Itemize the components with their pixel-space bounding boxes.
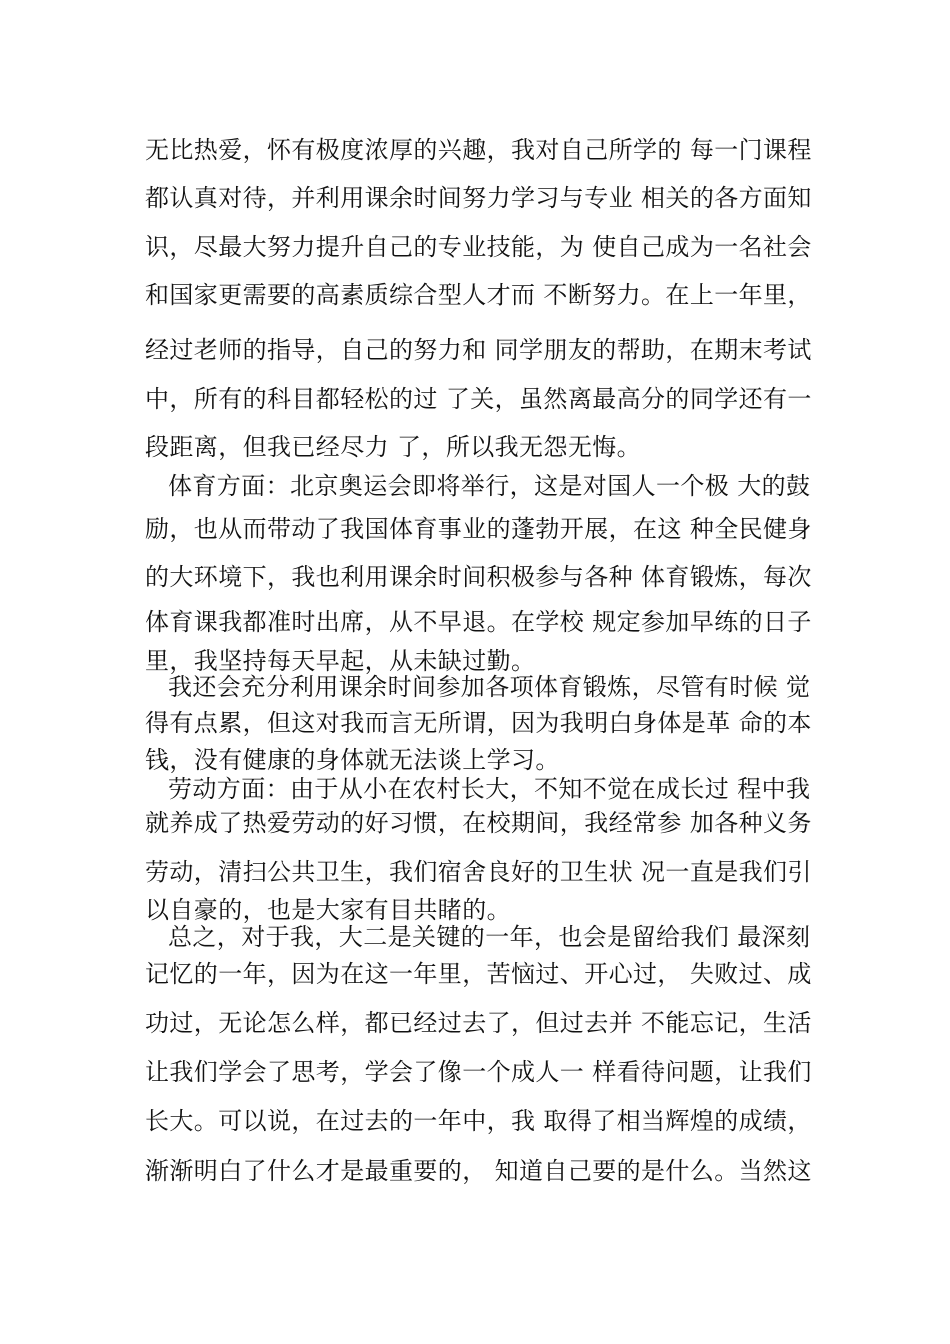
text-line: 记忆的一年，因为在这一年里，苦恼过、开心过， 失败过、成	[145, 960, 812, 988]
text-line: 功过，无论怎么样，都已经过去了，但过去并 不能忘记，生活	[145, 1009, 812, 1037]
text-line: 里，我坚持每天早起，从未缺过勤。	[145, 647, 536, 675]
paragraph-first-line: 我还会充分利用课余时间参加各项体育锻炼，尽管有时候 觉	[168, 673, 811, 701]
text-line: 经过老师的指导，自己的努力和 同学朋友的帮助，在期末考试	[145, 336, 812, 364]
text-line: 得有点累，但这对我而言无所谓，因为我明白身体是革 命的本	[145, 709, 812, 737]
paragraph-first-line: 劳动方面：由于从小在农村长大，不知不觉在成长过 程中我	[168, 775, 811, 803]
text-line: 劳动，清扫公共卫生，我们宿舍良好的卫生状 况一直是我们引	[145, 858, 812, 886]
text-line: 长大。可以说，在过去的一年中，我 取得了相当辉煌的成绩，	[145, 1107, 812, 1135]
text-line: 的大环境下，我也利用课余时间积极参与各种 体育锻炼，每次	[145, 563, 812, 591]
paragraph-first-line: 总之，对于我，大二是关键的一年，也会是留给我们 最深刻	[168, 923, 811, 951]
text-line: 让我们学会了思考，学会了像一个成人一 样看待问题，让我们	[145, 1058, 812, 1086]
text-line: 体育课我都准时出席，从不早退。在学校 规定参加早练的日子	[145, 608, 812, 636]
text-line: 就养成了热爱劳动的好习惯，在校期间，我经常参 加各种义务	[145, 809, 812, 837]
text-line: 无比热爱，怀有极度浓厚的兴趣，我对自己所学的 每一门课程	[145, 136, 812, 164]
text-line: 和国家更需要的高素质综合型人才而 不断努力。在上一年里，	[145, 281, 812, 309]
text-line: 都认真对待，并利用课余时间努力学习与专业 相关的各方面知	[145, 184, 812, 212]
text-line: 中，所有的科目都轻松的过 了关，虽然离最高分的同学还有一	[145, 385, 812, 413]
paragraph-first-line: 体育方面：北京奥运会即将举行，这是对国人一个极 大的鼓	[168, 472, 811, 500]
text-line: 段距离，但我已经尽力 了，所以我无怨无悔。	[145, 433, 642, 461]
text-line: 以自豪的，也是大家有目共睹的。	[145, 896, 511, 924]
text-line: 钱，没有健康的身体就无法谈上学习。	[145, 746, 560, 774]
text-line: 励，也从而带动了我国体育事业的蓬勃开展，在这 种全民健身	[145, 515, 812, 543]
text-line: 渐渐明白了什么才是最重要的， 知道自己要的是什么。当然这	[145, 1157, 812, 1185]
text-line: 识，尽最大努力提升自己的专业技能，为 使自己成为一名社会	[145, 233, 812, 261]
